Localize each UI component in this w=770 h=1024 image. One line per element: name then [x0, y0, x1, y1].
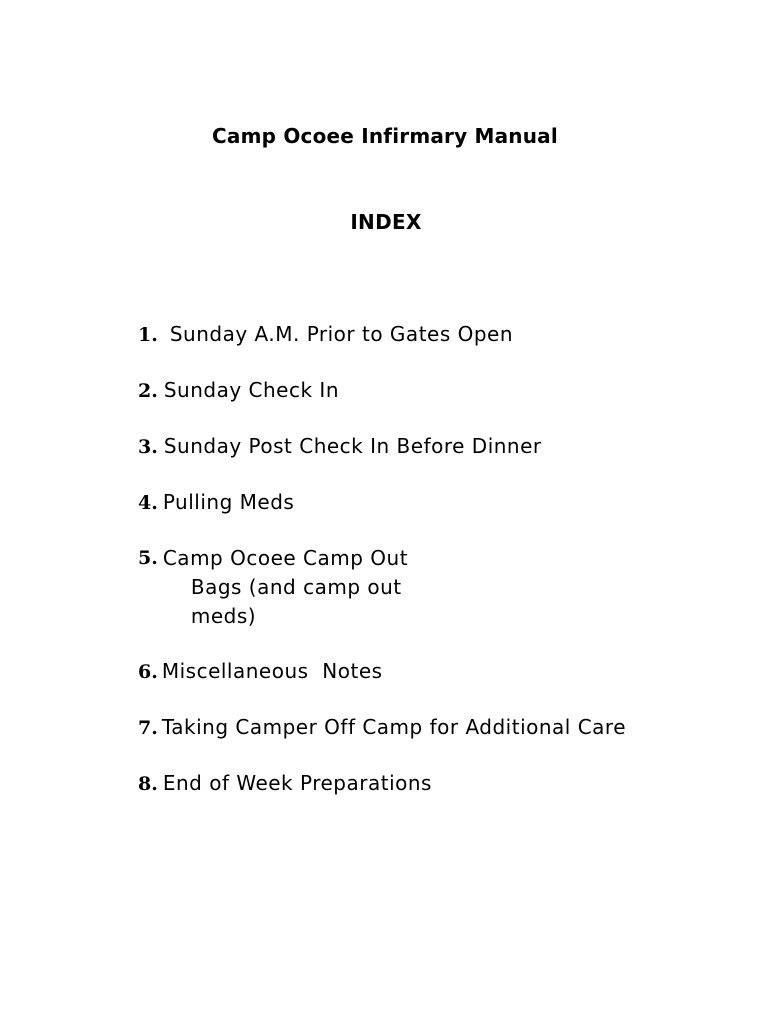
- index-number: 2.: [138, 380, 158, 402]
- index-number: 4.: [138, 492, 158, 514]
- index-number: 7.: [138, 717, 158, 739]
- index-item-4: [138, 488, 738, 519]
- index-label: Taking Camper Off Camp for Additional Care: [161, 715, 627, 739]
- index-label-line: Bags (and camp out: [190, 575, 402, 599]
- index-item-1: [138, 320, 738, 351]
- index-number: 1.: [138, 324, 158, 346]
- index-label: Pulling Meds: [162, 490, 295, 514]
- index-item-3: [138, 432, 738, 463]
- index-item-7: [138, 713, 738, 744]
- index-label-line: Camp Ocoee Camp Out: [162, 546, 409, 570]
- index-label: Miscellaneous Notes: [161, 659, 383, 683]
- index-label: Sunday Post Check In Before Dinner: [163, 434, 542, 458]
- index-item-2: [138, 376, 738, 407]
- document-title: Camp Ocoee Infirmary Manual: [212, 124, 558, 148]
- index-label: End of Week Preparations: [162, 771, 432, 795]
- index-label: [163, 544, 408, 631]
- index-number: 5.: [138, 547, 158, 569]
- index-item-6: [138, 657, 738, 688]
- index-label-line: meds): [190, 604, 257, 628]
- index-item-5: [138, 544, 738, 631]
- index-number: 8.: [138, 773, 158, 795]
- index-number: 3.: [138, 436, 158, 458]
- index-label: Sunday A.M. Prior to Gates Open: [169, 322, 514, 346]
- index-item-8: [138, 769, 738, 800]
- index-label: Sunday Check In: [163, 378, 339, 402]
- index-heading: INDEX: [350, 210, 422, 234]
- index-number: 6.: [138, 661, 158, 683]
